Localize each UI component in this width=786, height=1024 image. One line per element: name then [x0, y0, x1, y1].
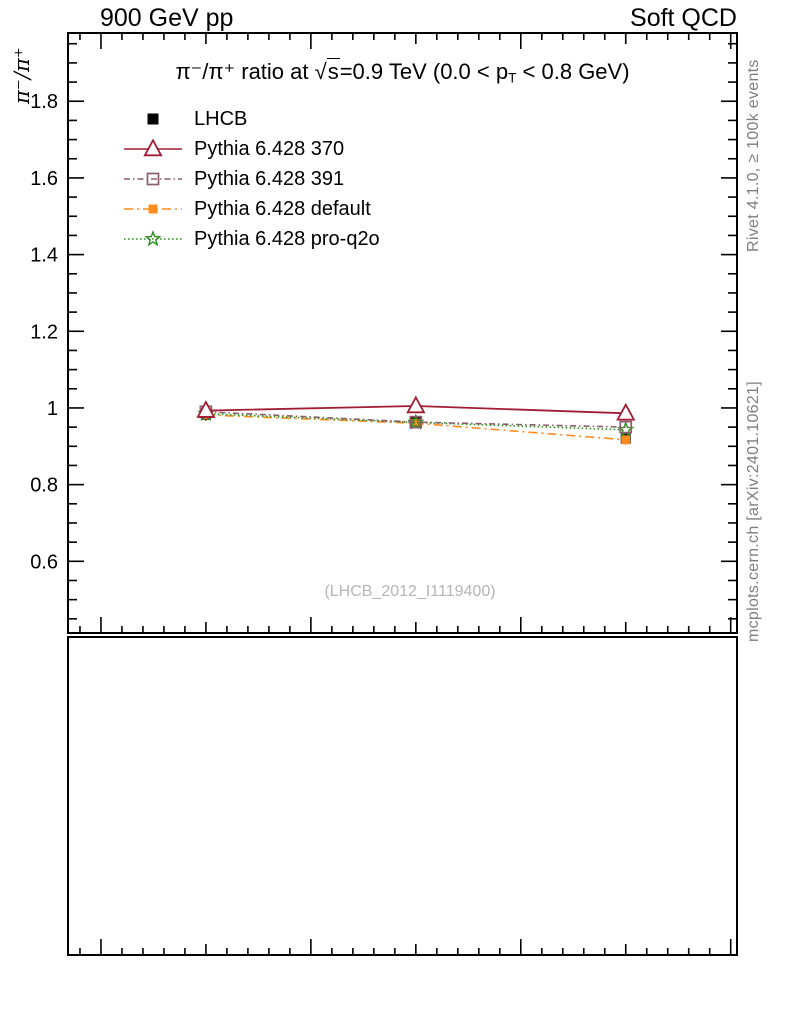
mcplots-arxiv-note: mcplots.cern.ch [arXiv:2401.10621]: [745, 380, 762, 642]
y-tick-label: 1: [46, 397, 58, 420]
y-tick-label: 0.8: [30, 474, 58, 497]
plot-title: π⁻/π⁺ ratio at √s=0.9 TeV ($0.0 < p_T < 0.8$ GeV): [175, 59, 630, 86]
legend-item-lhcb: [124, 104, 380, 134]
y-tick-label: 1.4: [30, 244, 58, 267]
legend: [124, 104, 380, 254]
y-tick-label: 1.2: [30, 321, 58, 344]
legend-item-pythia-6-428-pro-q2o: [124, 224, 380, 254]
legend-item-pythia-6-428-391: [124, 164, 380, 194]
legend-marker-sample: [124, 139, 182, 159]
rivet-version-note: Rivet 4.1.0, ≥ 100k events: [745, 59, 762, 252]
legend-label: Pythia 6.428 pro-q2o: [194, 227, 380, 250]
legend-label: Pythia 6.428 391: [194, 167, 345, 190]
y-tick-label: 0.6: [30, 551, 58, 574]
y-axis-label: π⁻/π⁺: [10, 47, 34, 104]
process-group-label: Soft QCD: [630, 4, 737, 32]
legend-marker-sample: [124, 229, 182, 249]
legend-item-pythia-6-428-370: [124, 134, 380, 164]
legend-item-pythia-6-428-default: [124, 194, 380, 224]
analysis-id-watermark: (LHCB_2012_I1119400): [324, 583, 496, 600]
legend-label: LHCB: [194, 107, 248, 130]
legend-marker-sample: [124, 109, 182, 129]
legend-label: Pythia 6.428 370: [194, 137, 345, 160]
legend-marker-sample: [124, 199, 182, 219]
legend-marker-sample: [124, 169, 182, 189]
y-tick-label: 1.8: [30, 91, 58, 114]
y-tick-label: 1.6: [30, 167, 58, 190]
beam-energy-label: 900 GeV pp: [100, 4, 234, 32]
legend-label: Pythia 6.428 default: [194, 197, 371, 220]
